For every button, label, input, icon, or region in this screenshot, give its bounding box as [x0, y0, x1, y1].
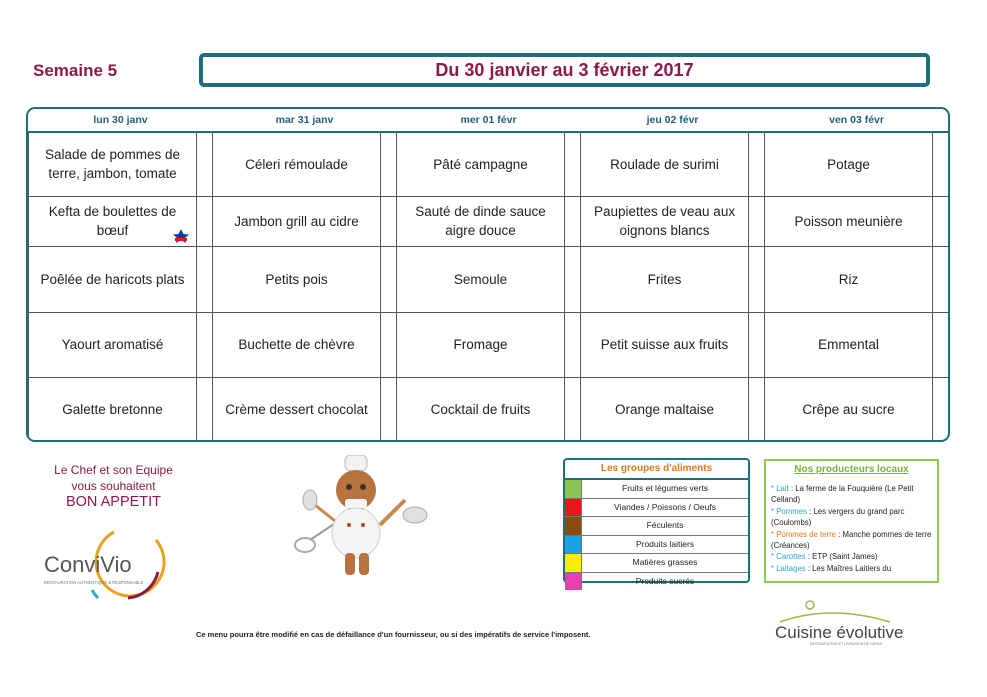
bullet: *: [771, 563, 777, 573]
dish-name: Poêlée de haricots plats: [40, 271, 185, 287]
legend-swatch: [565, 517, 582, 535]
chef-mascot-illustration: [285, 455, 435, 585]
food-group-color-bar: [381, 246, 397, 312]
day-header: lun 30 janv: [29, 109, 213, 132]
legend-swatch: [565, 554, 582, 572]
dish-cell: [765, 196, 933, 246]
producer-name: : Manche pommes de terre (Créances): [771, 529, 932, 551]
dish-cell: [213, 196, 381, 246]
menu-row: [29, 132, 949, 196]
producer-name: : Les Maîtres Laitiers du: [805, 563, 892, 573]
convivio-wordmark: ConviVio: [44, 552, 132, 577]
legend-swatch: [565, 573, 582, 591]
legend-swatch: [565, 536, 582, 554]
food-group-color-bar: [381, 132, 397, 196]
disclaimer-notice: Ce menu pourra être modifié en cas de défaillance d'un fournisseur, ou si des impératifs de service l'imposent.: [196, 630, 591, 639]
dish-name: Petits pois: [265, 271, 328, 287]
food-group-color-bar: [197, 132, 213, 196]
legend-title: Les groupes d'aliments: [565, 460, 748, 480]
dish-name: Semoule: [453, 271, 508, 287]
producer-product: Pommes: [776, 506, 807, 516]
food-group-color-bar: [565, 312, 581, 377]
dish-cell: [581, 246, 749, 312]
dish-cell: [581, 312, 749, 377]
menu-table: [26, 107, 950, 442]
dish-cell: [213, 132, 381, 196]
food-group-color-bar: [749, 196, 765, 246]
food-group-color-bar: [933, 377, 949, 441]
producer-product: Pommes de terre: [776, 529, 837, 539]
dish-name: Fromage: [453, 337, 508, 352]
producer-product: Lait: [776, 484, 789, 493]
food-group-color-bar: [933, 196, 949, 246]
producer-product: Laitages: [776, 563, 806, 573]
dish-name: Galette bretonne: [62, 401, 163, 417]
menu-row: [29, 246, 949, 312]
producer-item: [771, 529, 932, 552]
dish-cell: [765, 377, 933, 441]
dish-cell: [397, 312, 565, 377]
food-group-color-bar: [565, 377, 581, 441]
greeting-line-1: Le Chef et son Equipe: [54, 463, 173, 477]
menu-row: [29, 312, 949, 377]
dish-cell: [213, 312, 381, 377]
day-header: mar 31 janv: [213, 109, 397, 132]
legend-row: [565, 517, 748, 536]
dish-cell: [581, 132, 749, 196]
dish-cell: [765, 312, 933, 377]
legend-label: Viandes / Poissons / Oeufs: [614, 501, 716, 512]
local-producers-box: [764, 459, 939, 583]
legend-row: [565, 554, 748, 573]
dish-name: Crêpe au sucre: [802, 401, 895, 417]
dish-cell: [29, 312, 197, 377]
dish-name: Orange maltaise: [615, 401, 715, 417]
cuisine-evolutive-logo: [770, 598, 920, 648]
dish-name: Buchette de chèvre: [238, 337, 355, 352]
menu-row: [29, 196, 949, 246]
label-rouge-icon: [171, 229, 191, 243]
dish-cell: [581, 377, 749, 441]
dish-cell: [581, 196, 749, 246]
week-label: Semaine 5: [33, 61, 118, 80]
dish-cell: [29, 246, 197, 312]
legend-label: Produits sucrés: [635, 575, 695, 586]
dish-name: Riz: [838, 271, 859, 287]
bullet: *: [771, 552, 777, 562]
bullet: *: [771, 506, 777, 516]
food-group-color-bar: [197, 312, 213, 377]
dish-name: Crème dessert chocolat: [225, 401, 368, 417]
producer-name: : Les vergers du grand parc (Coulombs): [771, 506, 905, 528]
dish-cell: [29, 377, 197, 441]
date-range-title: Du 30 janvier au 3 février 2017: [199, 53, 930, 87]
cuisine-tagline: RESTAURATION ET LIVRAISON DE REPAS: [810, 642, 883, 646]
food-group-color-bar: [381, 377, 397, 441]
dish-name: Potage: [827, 156, 870, 172]
dish-cell: [397, 377, 565, 441]
dish-name: Kefta de boulettes de bœuf: [48, 204, 177, 238]
convivio-logo: [38, 528, 168, 603]
dish-name: Cocktail de fruits: [430, 401, 531, 417]
convivio-tagline: RESTAURATION AUTHENTIQUE & RESPONSABLE: [44, 580, 144, 585]
producer-name: : La ferme de la Fouquière (Le Petit Celland): [771, 484, 914, 505]
legend-label: Produits laitiers: [635, 538, 695, 549]
legend-label: Féculents: [646, 520, 684, 530]
day-header: jeu 02 févr: [581, 109, 765, 132]
legend-row: [565, 536, 748, 555]
dish-name: Pâté campagne: [433, 156, 528, 172]
legend-swatch: [565, 480, 582, 498]
producer-product: Carottes: [776, 552, 806, 562]
dish-cell: [29, 196, 197, 246]
legend-label: Fruits et légumes verts: [622, 483, 708, 493]
greeting-line-2: vous souhaitent: [71, 479, 156, 493]
dish-name: Jambon grill au cidre: [234, 213, 359, 229]
greeting-line-3: BON APPETIT: [65, 494, 162, 510]
producer-item: [771, 506, 932, 529]
dish-name: Sauté de dinde sauce aigre douce: [415, 204, 546, 238]
dish-cell: [213, 377, 381, 441]
food-group-color-bar: [749, 132, 765, 196]
producer-name: : ETP (Saint James): [805, 552, 878, 562]
day-header: mer 01 févr: [397, 109, 581, 132]
day-header: ven 03 févr: [765, 109, 949, 132]
bullet: *: [771, 529, 777, 539]
dish-name: Salade de pommes de terre, jambon, tomate: [44, 147, 181, 182]
food-group-color-bar: [749, 377, 765, 441]
legend-swatch: [565, 499, 582, 517]
food-group-color-bar: [565, 132, 581, 196]
dish-cell: [29, 132, 197, 196]
dish-name: Petit suisse aux fruits: [600, 337, 729, 352]
dish-cell: [397, 196, 565, 246]
food-group-color-bar: [933, 132, 949, 196]
food-group-color-bar: [381, 312, 397, 377]
dish-name: Frites: [647, 271, 682, 287]
food-group-color-bar: [197, 196, 213, 246]
legend-row: [565, 573, 748, 591]
dish-cell: [765, 132, 933, 196]
dish-cell: [765, 246, 933, 312]
dish-name: Emmental: [818, 337, 879, 352]
dish-name: Poisson meunière: [794, 213, 903, 229]
producer-item: [771, 483, 932, 506]
dish-name: Paupiettes de veau aux oignons blancs: [593, 204, 736, 238]
food-group-color-bar: [381, 196, 397, 246]
food-group-color-bar: [197, 246, 213, 312]
bullet: *: [771, 484, 777, 493]
legend-label: Matières grasses: [632, 557, 698, 567]
dish-cell: [213, 246, 381, 312]
dish-name: Céleri rémoulade: [245, 156, 348, 172]
dish-cell: [397, 246, 565, 312]
food-group-color-bar: [749, 246, 765, 312]
food-group-color-bar: [933, 246, 949, 312]
menu-row: [29, 377, 949, 441]
dish-cell: [397, 132, 565, 196]
food-groups-legend: [563, 458, 750, 586]
food-group-color-bar: [933, 312, 949, 377]
legend-row: [565, 480, 748, 499]
food-group-color-bar: [197, 377, 213, 441]
dish-name: Yaourt aromatisé: [61, 337, 164, 352]
producers-title: Nos producteurs locaux: [794, 464, 909, 475]
dish-name: Roulade de surimi: [610, 156, 719, 172]
greeting: [36, 462, 191, 510]
food-group-color-bar: [565, 246, 581, 312]
cuisine-wordmark: Cuisine évolutive: [775, 623, 904, 642]
producer-item: [771, 563, 932, 574]
food-group-color-bar: [565, 196, 581, 246]
legend-row: [565, 499, 748, 518]
producer-item: [771, 551, 932, 562]
food-group-color-bar: [749, 312, 765, 377]
